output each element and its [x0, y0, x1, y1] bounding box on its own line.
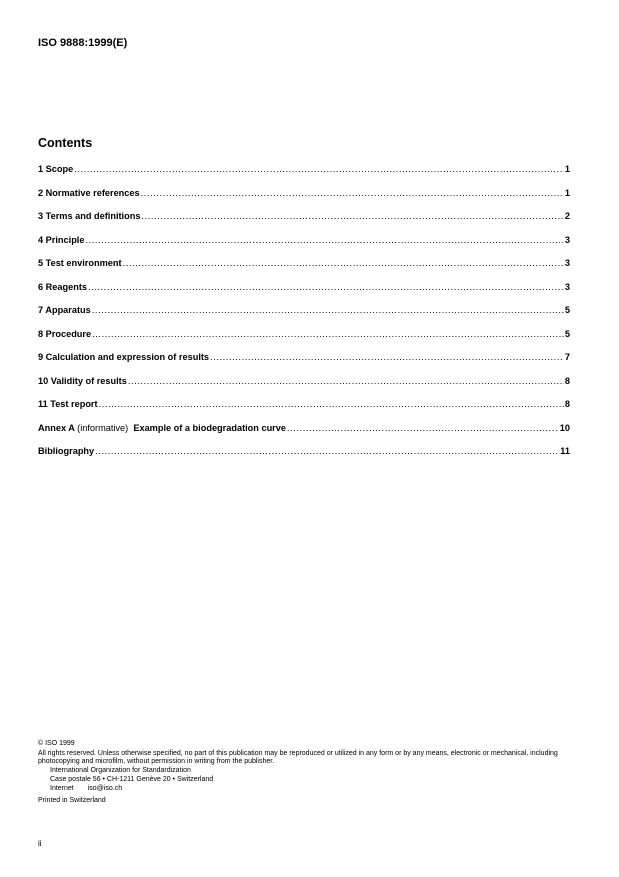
- toc-leader: [88, 282, 564, 292]
- toc-entry-page: 3: [564, 234, 570, 245]
- organization-address: Case postale 56 • CH-1211 Genève 20 • Switzerland: [50, 775, 214, 783]
- toc-entry-title: [38, 423, 286, 433]
- annex-label: Annex A: [38, 422, 75, 433]
- toc-leader: [141, 188, 564, 198]
- toc-entry-title: Bibliography: [38, 446, 95, 456]
- toc-entry-apparatus[interactable]: [38, 305, 570, 329]
- toc-leader: [92, 329, 564, 339]
- page-number: ii: [38, 839, 42, 848]
- toc-entry-test-environment[interactable]: [38, 258, 570, 282]
- toc-entry-title: 9 Calculation and expression of results: [38, 352, 210, 362]
- toc-entry-title: 2 Normative references: [38, 187, 140, 198]
- copyright-line: © ISO 1999: [38, 740, 75, 747]
- toc-entry-page: 2: [564, 211, 570, 221]
- internet-label: Internet: [50, 784, 74, 792]
- toc-leader: [128, 376, 564, 386]
- toc-entry-page: 11: [560, 446, 570, 456]
- toc-leader: [141, 211, 563, 221]
- toc-entry-page: 8: [564, 399, 570, 409]
- toc-leader: [210, 352, 564, 362]
- toc-entry-reagents[interactable]: [38, 282, 570, 306]
- toc-leader: [95, 446, 559, 456]
- table-of-contents: [38, 164, 570, 470]
- toc-entry-scope[interactable]: [38, 164, 570, 188]
- annex-title: Example of a biodegradation curve: [133, 422, 286, 433]
- organization-name: International Organization for Standardization: [50, 767, 191, 775]
- internet-contact: [38, 785, 578, 794]
- toc-entry-terms-and-definitions[interactable]: [38, 211, 570, 235]
- toc-entry-page: 8: [564, 375, 570, 386]
- toc-entry-title: 5 Test environment: [38, 258, 122, 268]
- toc-entry-test-report[interactable]: [38, 399, 570, 423]
- toc-entry-principle[interactable]: [38, 235, 570, 259]
- printed-in: Printed in Switzerland: [38, 797, 106, 805]
- toc-entry-page: 10: [559, 422, 570, 433]
- toc-entry-normative-references[interactable]: [38, 188, 570, 212]
- toc-entry-title: 1 Scope: [38, 164, 74, 174]
- internet-email-link[interactable]: iso@iso.ch: [87, 784, 123, 792]
- toc-entry-page: 5: [564, 305, 570, 315]
- toc-entry-title: 8 Procedure: [38, 328, 92, 339]
- toc-entry-annex-a[interactable]: [38, 423, 570, 447]
- toc-entry-page: 5: [564, 328, 570, 339]
- toc-entry-title: 6 Reagents: [38, 281, 88, 292]
- toc-entry-calculation[interactable]: [38, 352, 570, 376]
- document-header: ISO 9888:1999(E): [38, 37, 128, 49]
- toc-entry-page: 1: [564, 164, 570, 174]
- rights-statement: All rights reserved. Unless otherwise specified, no part of this publication may be reproduced or utilized in any form or by any means, electronic or mechanical, including photocopying and microfilm, without permission in writing from the publisher.: [38, 749, 558, 766]
- toc-entry-procedure[interactable]: [38, 329, 570, 353]
- contents-heading: Contents: [38, 136, 93, 150]
- toc-leader: [92, 305, 564, 315]
- toc-entry-title: 10 Validity of results: [38, 375, 127, 386]
- toc-entry-title: 11 Test report: [38, 399, 98, 409]
- toc-entry-page: 1: [564, 187, 570, 198]
- toc-entry-page: 3: [564, 281, 570, 292]
- toc-leader: [123, 258, 564, 268]
- copyright-notice: [38, 740, 578, 806]
- toc-leader: [74, 164, 564, 174]
- toc-leader: [99, 399, 564, 409]
- toc-entry-bibliography[interactable]: [38, 446, 570, 470]
- toc-leader: [287, 423, 559, 433]
- toc-leader: [85, 235, 563, 245]
- toc-entry-page: 3: [564, 258, 570, 268]
- annex-note: (informative): [77, 422, 129, 433]
- toc-entry-title: 4 Principle: [38, 234, 85, 245]
- toc-entry-title: 3 Terms and definitions: [38, 211, 141, 221]
- toc-entry-validity-of-results[interactable]: [38, 376, 570, 400]
- toc-entry-title: 7 Apparatus: [38, 305, 91, 315]
- toc-entry-page: 7: [564, 352, 570, 362]
